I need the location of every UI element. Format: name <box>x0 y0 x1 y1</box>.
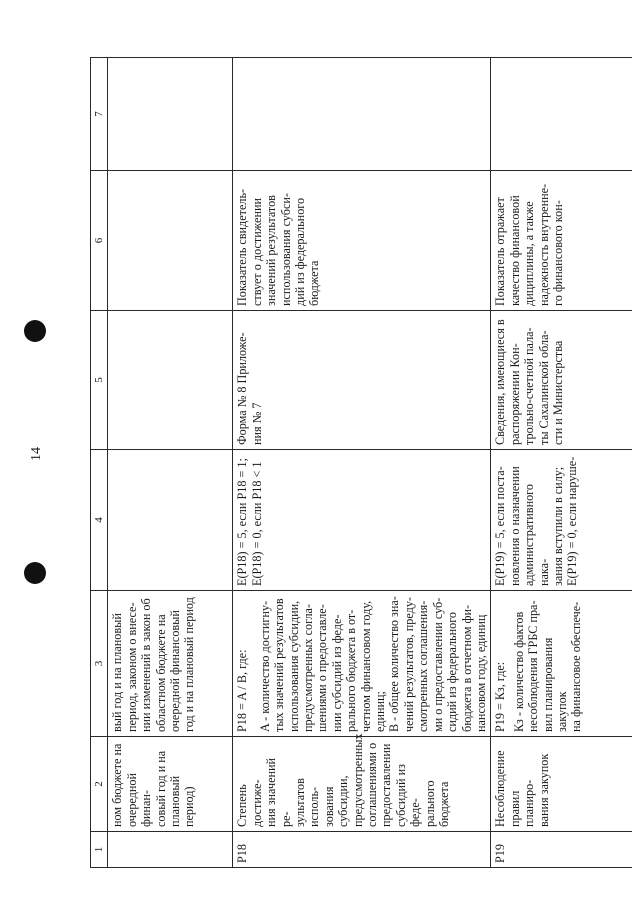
header-col-3: 3 <box>91 591 108 737</box>
cell-p19-name: Несоблюдение правил планиро- вания закупок <box>491 737 632 832</box>
header-col-4: 4 <box>91 450 108 591</box>
table-row-continuation <box>108 58 233 868</box>
cell-p19-formula <box>491 591 632 737</box>
cell-cont-name: ном бюджете на очередной финан- совый год и на плановый период) <box>108 737 233 832</box>
cell-p19-source: Сведения, имеющиеся в распоряжении Кон- трольно-счетной пала- ты Сахалинской обла- сти и Министерства <box>491 311 632 450</box>
header-col-5: 5 <box>91 311 108 450</box>
cell-p18-score: E(P18) = 5, если P18 = 1; E(P18) = 0, если P18 < 1 <box>233 450 491 591</box>
cell-p18-source: Форма № 8 Приложе- ния № 7 <box>233 311 491 450</box>
indicator-table <box>90 57 632 868</box>
cell-cont-col4 <box>108 450 233 591</box>
cell-p18-name: Степень достиже- ния значений ре- зультатов исполь- зования субсидии, предусмотренных соглашениями о предоставлении субсидий из феде- рального бюджета <box>233 737 491 832</box>
header-col-2: 2 <box>91 737 108 832</box>
p18-formula-line: P18 = A / B, где: <box>235 649 250 732</box>
header-col-1: 1 <box>91 832 108 868</box>
page-number: 14 <box>29 447 44 461</box>
p18-formula-b: B - общее количество зна- чений результатов, преду- смотренных соглашения- ми о предоставлении суб- сидий из федерального бюджета в отчетном фи- нансовом году, единиц <box>387 596 488 732</box>
rotated-table-wrapper <box>90 58 584 868</box>
p19-formula-line: P19 = Кз, где: <box>493 661 508 732</box>
cell-p19-score: E(P19) = 5, если поста- новления о назначении административного нака- зания вступили в силу; E(P19) = 0, если наруше- <box>491 450 632 591</box>
binder-hole-bottom <box>24 562 46 584</box>
p18-formula-a: A - количество достигну- тых значений результатов использования субсидии, предусмотренных согла- шениями о предоставле- нии субсидий из феде- рального бюджета в от- четном финансовом году, единиц; <box>257 598 388 732</box>
cell-p19-comment: Показатель отражает качество финансовой дициплины, а также надежность внутренне- го финансового кон- <box>491 171 632 311</box>
header-col-6: 6 <box>91 171 108 311</box>
cell-p18-formula <box>233 591 491 737</box>
table-row-p19 <box>491 58 632 868</box>
cell-cont-col5 <box>108 311 233 450</box>
cell-p19-col7 <box>491 58 632 171</box>
p19-formula-k: Кз - количество фактов несоблюдения ГРБС пра- вил планирования закупок на финансовое обеспече- <box>511 600 584 732</box>
cell-cont-col7 <box>108 58 233 171</box>
cell-p18-col7 <box>233 58 491 171</box>
cell-p19-code: P19 <box>491 832 632 868</box>
header-col-7: 7 <box>91 58 108 171</box>
cell-p18-comment: Показатель свидетель- ствует о достижении значений результатов использования субси- дий из федерального бюджета <box>233 171 491 311</box>
cell-cont-col6 <box>108 171 233 311</box>
header-row <box>91 58 108 868</box>
cell-cont-formula: вый год и на плановый период, законом о внесе- нии изменений в закон об областном бюджете на очередной финансовый год и на плановый период <box>108 591 233 737</box>
table-row-p18 <box>233 58 491 868</box>
cell-p18-code: P18 <box>233 832 491 868</box>
cell-cont-col1 <box>108 832 233 868</box>
binder-hole-top <box>24 320 46 342</box>
